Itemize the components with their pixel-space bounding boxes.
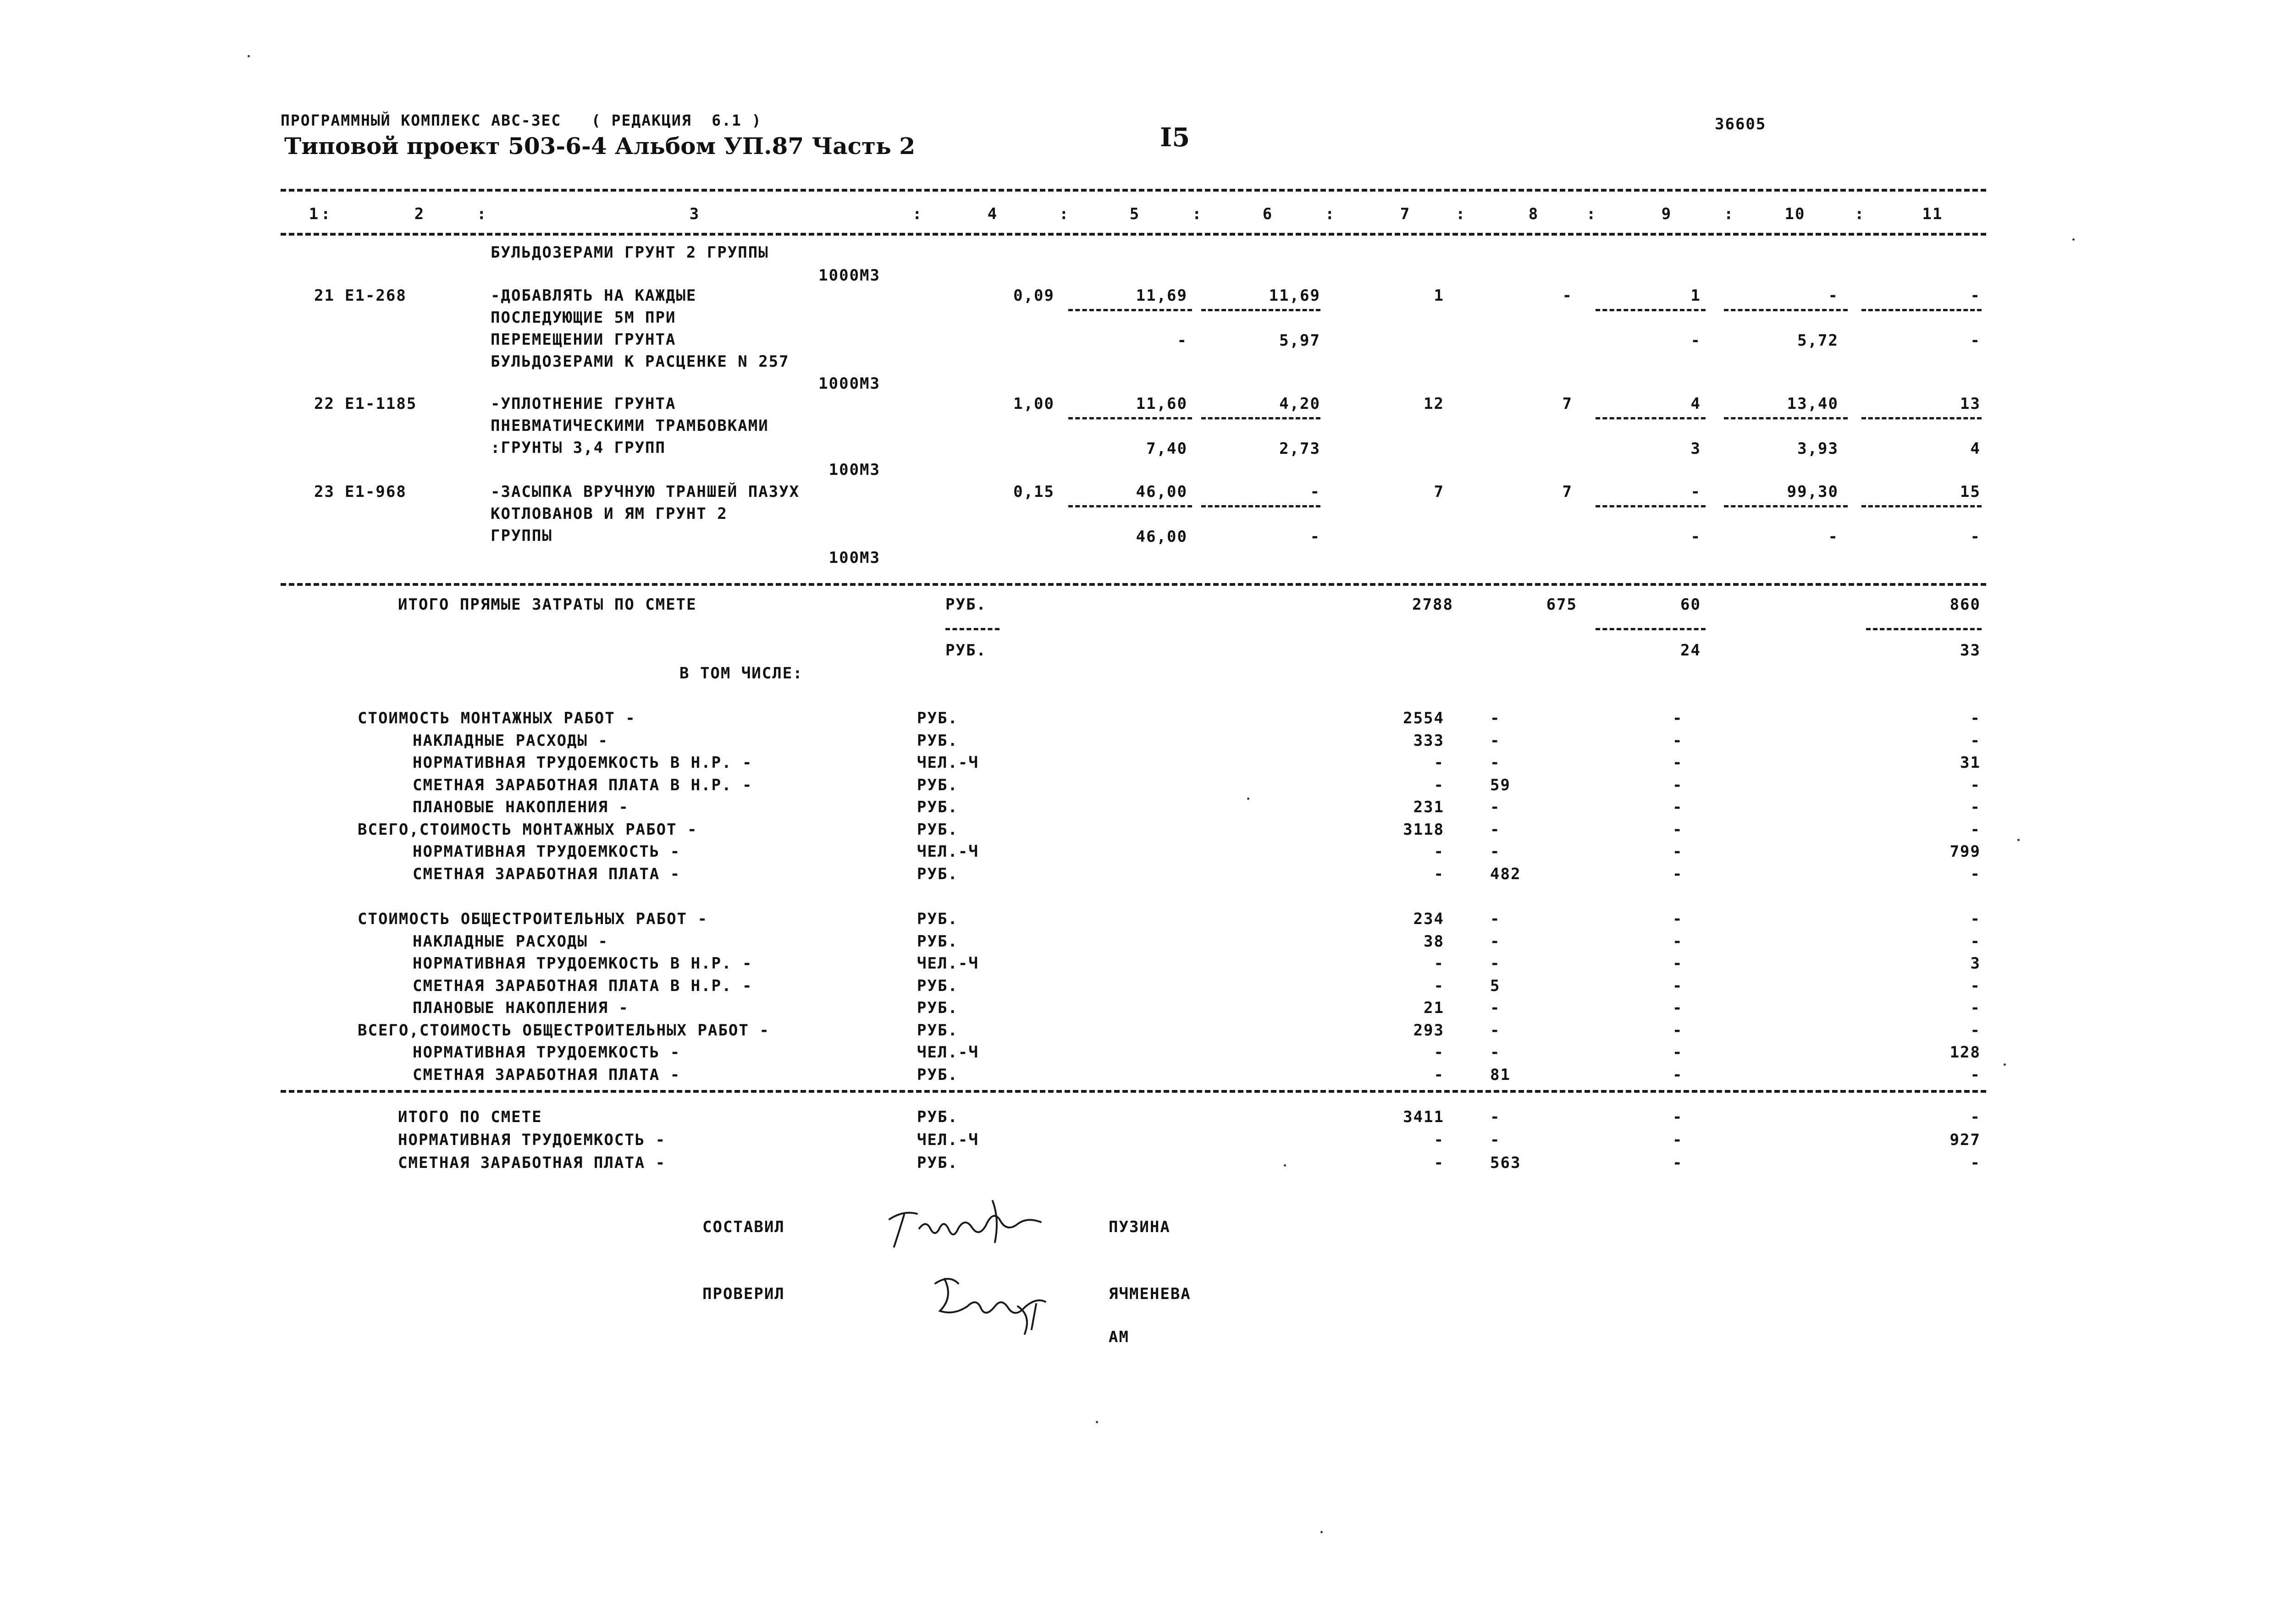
compiled-name: ПУЗИНА bbox=[1109, 1218, 1171, 1236]
item-description-line: -УПЛОТНЕНИЕ ГРУНТА bbox=[491, 395, 676, 413]
item-rule bbox=[1201, 309, 1320, 311]
totals-unit: РУБ. bbox=[917, 1108, 958, 1126]
item-number: 22 bbox=[314, 395, 335, 413]
item-rule bbox=[1596, 309, 1706, 311]
summary-unit: ЧЕЛ.-Ч bbox=[917, 954, 979, 973]
totals-c11: 927 bbox=[1949, 1131, 1981, 1149]
header-rule-top bbox=[281, 189, 1986, 192]
summary-c9: - bbox=[1673, 732, 1683, 750]
item-unit: 100М3 bbox=[828, 549, 880, 567]
summary-c7: - bbox=[1434, 842, 1444, 861]
column-separator: : bbox=[1325, 205, 1336, 223]
totals-label: НОРМАТИВНАЯ ТРУДОЕМКОСТЬ - bbox=[398, 1131, 666, 1149]
summary-c7: - bbox=[1434, 977, 1444, 995]
summary-c9: - bbox=[1673, 910, 1683, 928]
item-description-line: ПНЕВМАТИЧЕСКИМИ ТРАМБОВКАМИ bbox=[491, 417, 769, 435]
summary-label: НАКЛАДНЫЕ РАСХОДЫ - bbox=[413, 732, 608, 750]
summary-c7: - bbox=[1434, 865, 1444, 883]
summary-c8: - bbox=[1490, 754, 1501, 772]
column-separator: : bbox=[912, 205, 923, 223]
summary-label: ПЛАНОВЫЕ НАКОПЛЕНИЯ - bbox=[413, 798, 629, 816]
summary-unit: РУБ. bbox=[917, 865, 958, 883]
summary-c9: - bbox=[1673, 1021, 1683, 1040]
summary-label: СТОИМОСТЬ МОНТАЖНЫХ РАБОТ - bbox=[358, 709, 636, 727]
item-c10b: 3,93 bbox=[1797, 440, 1839, 458]
summary-c11: - bbox=[1970, 1021, 1981, 1040]
column-header-5: 5 bbox=[1129, 205, 1140, 223]
summary-unit: РУБ. bbox=[917, 798, 958, 816]
totals-c9: - bbox=[1673, 1131, 1683, 1149]
summary-c8: 482 bbox=[1490, 865, 1521, 883]
summary-c9: - bbox=[1673, 954, 1683, 973]
summary-c8: - bbox=[1490, 820, 1501, 839]
item-rule bbox=[1596, 505, 1706, 507]
header-rule-bottom bbox=[281, 233, 1986, 236]
item-c6b: - bbox=[1310, 528, 1320, 546]
item-description-line: БУЛЬДОЗЕРАМИ К РАСЦЕНКЕ N 257 bbox=[491, 352, 790, 371]
column-header-3: 3 bbox=[689, 205, 700, 223]
summary-unit: ЧЕЛ.-Ч bbox=[917, 842, 979, 861]
item-c11b: 4 bbox=[1970, 440, 1981, 458]
summary-c9: - bbox=[1673, 977, 1683, 995]
summary-c7: - bbox=[1434, 754, 1444, 772]
summary-unit: РУБ. bbox=[917, 1066, 958, 1084]
item-description-line: КОТЛОВАНОВ И ЯМ ГРУНТ 2 bbox=[491, 505, 728, 523]
summary-c9: - bbox=[1673, 754, 1683, 772]
direct-costs-c8: 675 bbox=[1546, 595, 1577, 614]
summary-c7: 293 bbox=[1413, 1021, 1444, 1040]
totals-c7: 3411 bbox=[1403, 1108, 1444, 1126]
page-number: I5 bbox=[1160, 122, 1190, 153]
scan-speck bbox=[2072, 238, 2075, 241]
summary-c9: - bbox=[1673, 999, 1683, 1017]
summary-unit: РУБ. bbox=[917, 977, 958, 995]
item-c11a: 15 bbox=[1960, 483, 1981, 501]
item-c5b: 7,40 bbox=[1146, 440, 1187, 458]
summary-c11: 31 bbox=[1960, 754, 1981, 772]
summary-unit: РУБ. bbox=[917, 776, 958, 794]
checked-label: ПРОВЕРИЛ bbox=[702, 1285, 785, 1303]
item-c6a: 4,20 bbox=[1279, 395, 1320, 413]
summary-c8: - bbox=[1490, 842, 1501, 861]
summary-unit: РУБ. bbox=[917, 932, 958, 951]
column-header-7: 7 bbox=[1400, 205, 1411, 223]
item-description-line: :ГРУНТЫ 3,4 ГРУПП bbox=[491, 439, 666, 457]
item-c9a: 4 bbox=[1690, 395, 1701, 413]
item-description-line: -ЗАСЫПКА ВРУЧНУЮ ТРАНШЕЙ ПАЗУХ bbox=[491, 483, 800, 501]
item-c7: 1 bbox=[1434, 286, 1444, 305]
item-quantity: 0,15 bbox=[1013, 483, 1055, 501]
item-c6a: 11,69 bbox=[1269, 286, 1320, 305]
item-c5a: 11,69 bbox=[1136, 286, 1187, 305]
item-number: 23 bbox=[314, 483, 335, 501]
summary-c11: 128 bbox=[1949, 1043, 1981, 1062]
summary-unit: РУБ. bbox=[917, 709, 958, 727]
totals-unit: РУБ. bbox=[917, 1154, 958, 1172]
summary-c11: - bbox=[1970, 865, 1981, 883]
direct-costs-unit-rule bbox=[945, 628, 999, 630]
program-header: ПРОГРАММНЫЙ КОМПЛЕКС АВС-ЗЕС ( РЕДАКЦИЯ 6.1 ) bbox=[281, 111, 762, 129]
item-quantity: 1,00 bbox=[1013, 395, 1055, 413]
continuation-unit: 1000М3 bbox=[818, 266, 880, 285]
direct-costs-c11b: 33 bbox=[1960, 641, 1981, 660]
summary-label: НОРМАТИВНАЯ ТРУДОЕМКОСТЬ В Н.Р. - bbox=[413, 754, 753, 772]
item-rule bbox=[1201, 505, 1320, 507]
summary-c8: - bbox=[1490, 1043, 1501, 1062]
summary-c8: 5 bbox=[1490, 977, 1501, 995]
item-rule bbox=[1861, 417, 1982, 419]
direct-costs-c11a: 860 bbox=[1949, 595, 1981, 614]
scan-speck bbox=[1247, 798, 1249, 800]
summary-c11: - bbox=[1970, 910, 1981, 928]
item-description-line: ПЕРЕМЕЩЕНИИ ГРУНТА bbox=[491, 330, 676, 349]
item-rule bbox=[1724, 417, 1848, 419]
totals-c8: 563 bbox=[1490, 1154, 1521, 1172]
summary-c9: - bbox=[1673, 842, 1683, 861]
item-c11a: - bbox=[1970, 286, 1981, 305]
summary-c8: - bbox=[1490, 954, 1501, 973]
direct-costs-c9-rule bbox=[1596, 628, 1706, 630]
item-c8: 7 bbox=[1562, 483, 1573, 501]
summary-c11: - bbox=[1970, 776, 1981, 794]
column-header-2: 2 bbox=[414, 205, 425, 223]
summary-c11: 3 bbox=[1970, 954, 1981, 973]
including-label: В ТОМ ЧИСЛЕ: bbox=[679, 664, 803, 683]
totals-c7: - bbox=[1434, 1131, 1444, 1149]
totals-label: СМЕТНАЯ ЗАРАБОТНАЯ ПЛАТА - bbox=[398, 1154, 666, 1172]
summary-label: НАКЛАДНЫЕ РАСХОДЫ - bbox=[413, 932, 608, 951]
item-c10a: 99,30 bbox=[1787, 483, 1839, 501]
summary-c7: 2554 bbox=[1403, 709, 1444, 727]
item-c10b: - bbox=[1828, 528, 1839, 546]
item-c9a: 1 bbox=[1690, 286, 1701, 305]
item-c9b: - bbox=[1690, 528, 1701, 546]
scan-speck bbox=[2017, 839, 2020, 841]
item-c7: 12 bbox=[1424, 395, 1444, 413]
item-c11a: 13 bbox=[1960, 395, 1981, 413]
scan-speck bbox=[1284, 1164, 1286, 1167]
item-description-line: -ДОБАВЛЯТЬ НА КАЖДЫЕ bbox=[491, 286, 697, 305]
summary-c9: - bbox=[1673, 865, 1683, 883]
item-rule bbox=[1724, 505, 1848, 507]
item-c10a: - bbox=[1828, 286, 1839, 305]
totals-c11: - bbox=[1970, 1108, 1981, 1126]
item-c9b: 3 bbox=[1690, 440, 1701, 458]
item-rule bbox=[1068, 309, 1192, 311]
summary-label: ВСЕГО,СТОИМОСТЬ МОНТАЖНЫХ РАБОТ - bbox=[358, 820, 698, 839]
item-c5a: 11,60 bbox=[1136, 395, 1187, 413]
totals-c9: - bbox=[1673, 1108, 1683, 1126]
summary-c11: 799 bbox=[1949, 842, 1981, 861]
direct-costs-label: ИТОГО ПРЯМЫЕ ЗАТРАТЫ ПО СМЕТЕ bbox=[398, 595, 697, 614]
item-rule bbox=[1861, 505, 1982, 507]
item-c9a: - bbox=[1690, 483, 1701, 501]
summary-c9: - bbox=[1673, 820, 1683, 839]
direct-costs-unit-2: РУБ. bbox=[945, 641, 987, 660]
column-separator: : bbox=[1724, 205, 1734, 223]
summary-label: ВСЕГО,СТОИМОСТЬ ОБЩЕСТРОИТЕЛЬНЫХ РАБОТ - bbox=[358, 1021, 770, 1040]
summary-c11: - bbox=[1970, 977, 1981, 995]
summary-c7: 333 bbox=[1413, 732, 1444, 750]
summary-label: СМЕТНАЯ ЗАРАБОТНАЯ ПЛАТА В Н.Р. - bbox=[413, 776, 753, 794]
summary-c11: - bbox=[1970, 999, 1981, 1017]
item-rule bbox=[1861, 309, 1982, 311]
item-c10a: 13,40 bbox=[1787, 395, 1839, 413]
item-code: Е1-1185 bbox=[345, 395, 417, 413]
item-quantity: 0,09 bbox=[1013, 286, 1055, 305]
totals-unit: ЧЕЛ.-Ч bbox=[917, 1131, 979, 1149]
summary-unit: ЧЕЛ.-Ч bbox=[917, 754, 979, 772]
summary-unit: РУБ. bbox=[917, 910, 958, 928]
summary-label: СТОИМОСТЬ ОБЩЕСТРОИТЕЛЬНЫХ РАБОТ - bbox=[358, 910, 708, 928]
totals-c8: - bbox=[1490, 1108, 1501, 1126]
summary-c7: 21 bbox=[1424, 999, 1444, 1017]
summary-c8: 81 bbox=[1490, 1066, 1511, 1084]
summary-c9: - bbox=[1673, 932, 1683, 951]
summary-c9: - bbox=[1673, 776, 1683, 794]
item-code: Е1-268 bbox=[345, 286, 407, 305]
item-rule bbox=[1724, 309, 1848, 311]
direct-costs-c9b: 24 bbox=[1680, 641, 1701, 660]
column-separator: : bbox=[1059, 205, 1070, 223]
continuation-text: БУЛЬДОЗЕРАМИ ГРУНТ 2 ГРУППЫ bbox=[491, 243, 769, 262]
summary-c9: - bbox=[1673, 1043, 1683, 1062]
scan-speck bbox=[2004, 1063, 2006, 1066]
summary-unit: РУБ. bbox=[917, 820, 958, 839]
item-code: Е1-968 bbox=[345, 483, 407, 501]
item-c9b: - bbox=[1690, 331, 1701, 350]
summary-c8: - bbox=[1490, 910, 1501, 928]
summary-c7: 234 bbox=[1413, 910, 1444, 928]
item-c5a: 46,00 bbox=[1136, 483, 1187, 501]
scan-speck bbox=[248, 55, 250, 57]
totals-c7: - bbox=[1434, 1154, 1444, 1172]
summary-c8: - bbox=[1490, 999, 1501, 1017]
totals-c11: - bbox=[1970, 1154, 1981, 1172]
item-rule bbox=[1201, 417, 1320, 419]
item-number: 21 bbox=[314, 286, 335, 305]
item-rule bbox=[1068, 505, 1192, 507]
item-rule bbox=[1596, 417, 1706, 419]
summary-c7: 38 bbox=[1424, 932, 1444, 951]
summary-c8: - bbox=[1490, 1021, 1501, 1040]
checked-signature-image bbox=[926, 1265, 1064, 1338]
summary-c7: - bbox=[1434, 1066, 1444, 1084]
checked-name: ЯЧМЕНЕВА bbox=[1109, 1285, 1191, 1303]
item-c8: 7 bbox=[1562, 395, 1573, 413]
column-separator: : bbox=[321, 205, 331, 223]
item-description-line: ПОСЛЕДУЮЩИЕ 5М ПРИ bbox=[491, 308, 676, 327]
summary-label: НОРМАТИВНАЯ ТРУДОЕМКОСТЬ - bbox=[413, 842, 681, 861]
column-header-4: 4 bbox=[987, 205, 998, 223]
scan-speck bbox=[1096, 1421, 1098, 1423]
direct-costs-unit-1: РУБ. bbox=[945, 595, 987, 614]
item-unit: 100М3 bbox=[828, 461, 880, 479]
column-header-11: 11 bbox=[1922, 205, 1943, 223]
column-header-10: 10 bbox=[1784, 205, 1806, 223]
column-header-9: 9 bbox=[1661, 205, 1672, 223]
summary-unit: РУБ. bbox=[917, 999, 958, 1017]
items-rule-bottom bbox=[281, 583, 1986, 586]
item-c5b: 46,00 bbox=[1136, 528, 1187, 546]
summary-c8: - bbox=[1490, 732, 1501, 750]
checked-extra: АМ bbox=[1109, 1328, 1129, 1346]
item-c6b: 2,73 bbox=[1279, 440, 1320, 458]
summary-label: ПЛАНОВЫЕ НАКОПЛЕНИЯ - bbox=[413, 999, 629, 1017]
compiled-label: СОСТАВИЛ bbox=[702, 1218, 785, 1236]
direct-costs-c11-rule bbox=[1866, 628, 1982, 630]
item-unit: 1000М3 bbox=[818, 374, 880, 393]
item-c6a: - bbox=[1310, 483, 1320, 501]
column-separator: : bbox=[1855, 205, 1865, 223]
totals-c9: - bbox=[1673, 1154, 1683, 1172]
summary-label: СМЕТНАЯ ЗАРАБОТНАЯ ПЛАТА В Н.Р. - bbox=[413, 977, 753, 995]
summary-label: СМЕТНАЯ ЗАРАБОТНАЯ ПЛАТА - bbox=[413, 865, 681, 883]
item-c5b: - bbox=[1177, 331, 1187, 350]
project-title: Типовой проект 503-6-4 Альбом УП.87 Часть 2 bbox=[284, 132, 916, 160]
totals-label: ИТОГО ПО СМЕТЕ bbox=[398, 1108, 542, 1126]
column-separator: : bbox=[477, 205, 487, 223]
summary-label: НОРМАТИВНАЯ ТРУДОЕМКОСТЬ - bbox=[413, 1043, 681, 1062]
summary-c9: - bbox=[1673, 798, 1683, 816]
direct-costs-c9a: 60 bbox=[1680, 595, 1701, 614]
summary-c8: 59 bbox=[1490, 776, 1511, 794]
item-c8: - bbox=[1562, 286, 1573, 305]
summary-c11: - bbox=[1970, 709, 1981, 727]
item-c11b: - bbox=[1970, 331, 1981, 350]
document-code: 36605 bbox=[1715, 115, 1767, 133]
summary-c9: - bbox=[1673, 1066, 1683, 1084]
item-c10b: 5,72 bbox=[1797, 331, 1839, 350]
summary-c7: - bbox=[1434, 954, 1444, 973]
column-header-8: 8 bbox=[1528, 205, 1539, 223]
summary-unit: ЧЕЛ.-Ч bbox=[917, 1043, 979, 1062]
summary-label: СМЕТНАЯ ЗАРАБОТНАЯ ПЛАТА - bbox=[413, 1066, 681, 1084]
item-c6b: 5,97 bbox=[1279, 331, 1320, 350]
summary-label: НОРМАТИВНАЯ ТРУДОЕМКОСТЬ В Н.Р. - bbox=[413, 954, 753, 973]
item-description-line: ГРУППЫ bbox=[491, 527, 552, 545]
summary-c11: - bbox=[1970, 732, 1981, 750]
summary-c8: - bbox=[1490, 798, 1501, 816]
summary-c7: 3118 bbox=[1403, 820, 1444, 839]
totals-c8: - bbox=[1490, 1131, 1501, 1149]
summary-c11: - bbox=[1970, 1066, 1981, 1084]
summary-c7: - bbox=[1434, 776, 1444, 794]
direct-costs-c7: 2788 bbox=[1412, 595, 1453, 614]
column-separator: : bbox=[1456, 205, 1466, 223]
column-separator: : bbox=[1586, 205, 1597, 223]
summary-c8: - bbox=[1490, 932, 1501, 951]
column-header-6: 6 bbox=[1262, 205, 1273, 223]
summary-c7: 231 bbox=[1413, 798, 1444, 816]
column-header-1: 1 bbox=[309, 205, 320, 223]
column-separator: : bbox=[1192, 205, 1203, 223]
summary-c11: - bbox=[1970, 820, 1981, 839]
summary-c8: - bbox=[1490, 709, 1501, 727]
item-rule bbox=[1068, 417, 1192, 419]
summary-c11: - bbox=[1970, 932, 1981, 951]
summary-c9: - bbox=[1673, 709, 1683, 727]
item-c7: 7 bbox=[1434, 483, 1444, 501]
scan-speck bbox=[1320, 1531, 1323, 1533]
summary-c7: - bbox=[1434, 1043, 1444, 1062]
compiled-signature-image bbox=[885, 1192, 1050, 1261]
summary-unit: РУБ. bbox=[917, 732, 958, 750]
summary-rule-bottom bbox=[281, 1090, 1986, 1093]
item-c11b: - bbox=[1970, 528, 1981, 546]
summary-unit: РУБ. bbox=[917, 1021, 958, 1040]
summary-c11: - bbox=[1970, 798, 1981, 816]
